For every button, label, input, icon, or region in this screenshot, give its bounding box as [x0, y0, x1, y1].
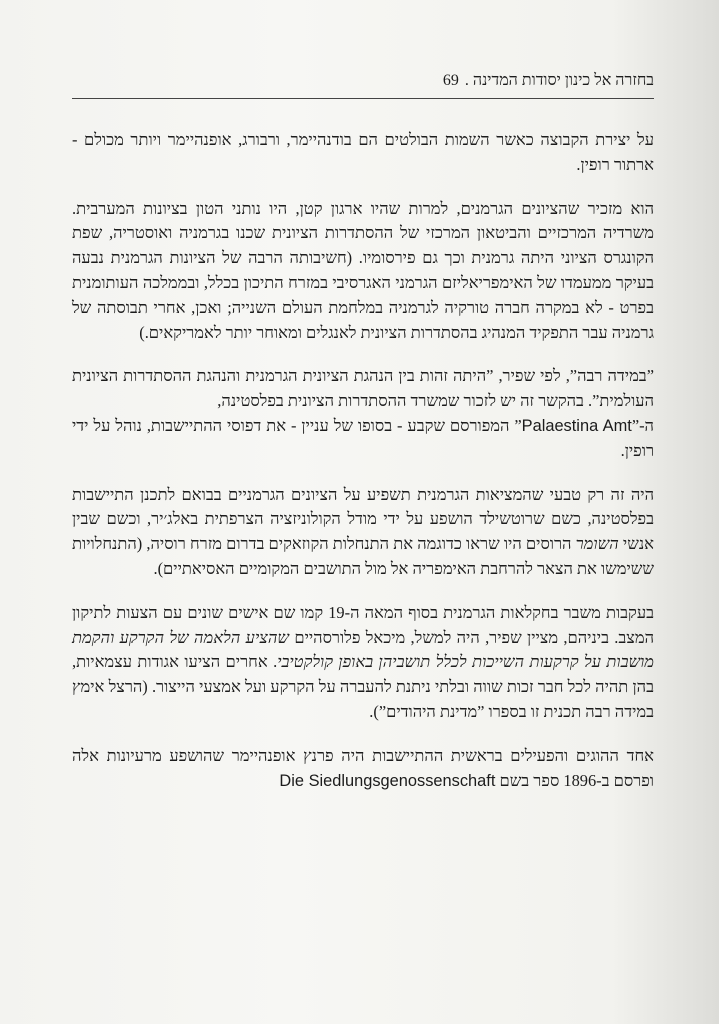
- foreign-term-palaestina-amt: Palaestina Amt: [521, 416, 632, 435]
- running-title: בחזרה אל כינון יסודות המדינה .: [464, 72, 654, 89]
- running-header: [72, 72, 654, 90]
- paragraph-2: הוא מזכיר שהציונים הגרמנים, למרות שהיו ארגון קטן, היו נותני הטון בציונות המערבית. משרדיה המרכזיים והביטאון המרכזי של ההסתדרות הציונית שכנו בגרמניה ואוסטריה, שפת הקונגרס הציוני היתה גרמנית וכך גם פירסומיו. (חשיבותה הרבה של הציונות הגרמנית נבעה בעיקר ממעמדו של האימפריאליזם הגרמני האגרסיבי במזרח התיכון בכלל, ובממלכה העותומנית בפרט - לא במקרה חברה טורקיה לגרמניה במלחמת העולם השנייה; ואכן, אחרי תבוסתה של גרמניה עבר התפקיד המנהיג בהסתדרות הציונית לאנגלים ומאוחר יותר לאמריקאים.): [72, 198, 654, 342]
- paragraph-7: אחד ההוגים והפעילים בראשית ההתיישבות היה פרנץ אופנהיימר שהושפע מרעיונות אלה ופרסם ב-1896 ספר בשם Die Siedlungsgenossenschaft: [72, 745, 654, 790]
- paragraph-1: על יצירת הקבוצה כאשר השמות הבולטים הם בודנהיימר, ורבורג, אופנהיימר ויותר מכולם - ארתור רופין.: [72, 130, 654, 174]
- emphasis-hashomer: השומר: [575, 534, 619, 554]
- paragraph-4: ה-”Palaestina Amt” המפורסם שקבע - בסופו של עניין - את דפוסי ההתיישבות, נוהל על ידי רופין.: [72, 415, 654, 460]
- paragraph-5: היה זה רק טבעי שהמציאות הגרמנית תשפיע על הציונים הגרמניים בבואם לתכנן התיישבות בפלסטינה, כשם שרוטשילד הושפע על ידי מודל הקולוניזציה הצרפתית באלג׳יר, וכשם שבין אנשי השומר הרוסים היו שראו כדוגמה את התנחלות הקוזאקים בדרום מזרח רוסיה, (התנחלויות ששימשו את הצאר להרחבת האימפריה אל מול התושבים המקומיים האסיאתיים).: [72, 484, 654, 578]
- header-rule: [72, 98, 654, 99]
- paragraph-3: ”במידה רבה”, לפי שפיר, ”היתה זהות בין הנהגת הציונית הגרמנית והנהגת ההסתדרות הציונית העולמית”. בהקשר זה יש לזכור שמשרד ההסתדרות הציונית בפלסטינה,: [72, 366, 654, 411]
- body-text: [72, 128, 654, 812]
- paragraph-6: בעקבות משבר בחקלאות הגרמנית בסוף המאה ה-19 קמו שם אישים שונים עם הצעות לתיקון המצב. ביניהם, מציין שפיר, היה למשל, מיכאל פלורסהיים שהציע הלאמה של הקרקע והקמת מושבות על קרקעות השייכות לכלל תושביהן באופן קולקטיבי. אחרים הציעו אגודות עצמאיות, בהן תהיה לכל חבר זכות שווה ובלתי ניתנת להעברה על הקרקע ועל אמצעי הייצור. (הרצל אימץ במידה רבה תכנית זו בספרו ”מדינת היהודים”).: [72, 602, 655, 721]
- foreign-term-book-title: Die Siedlungsgenossenschaft: [279, 771, 496, 790]
- page-number: 69: [442, 72, 459, 89]
- emphasis-quote: שהציע הלאמה של הקרקע והקמת מושבות על קרקעות השייכות לכלל תושביהן באופן קולקטיבי: [72, 627, 654, 672]
